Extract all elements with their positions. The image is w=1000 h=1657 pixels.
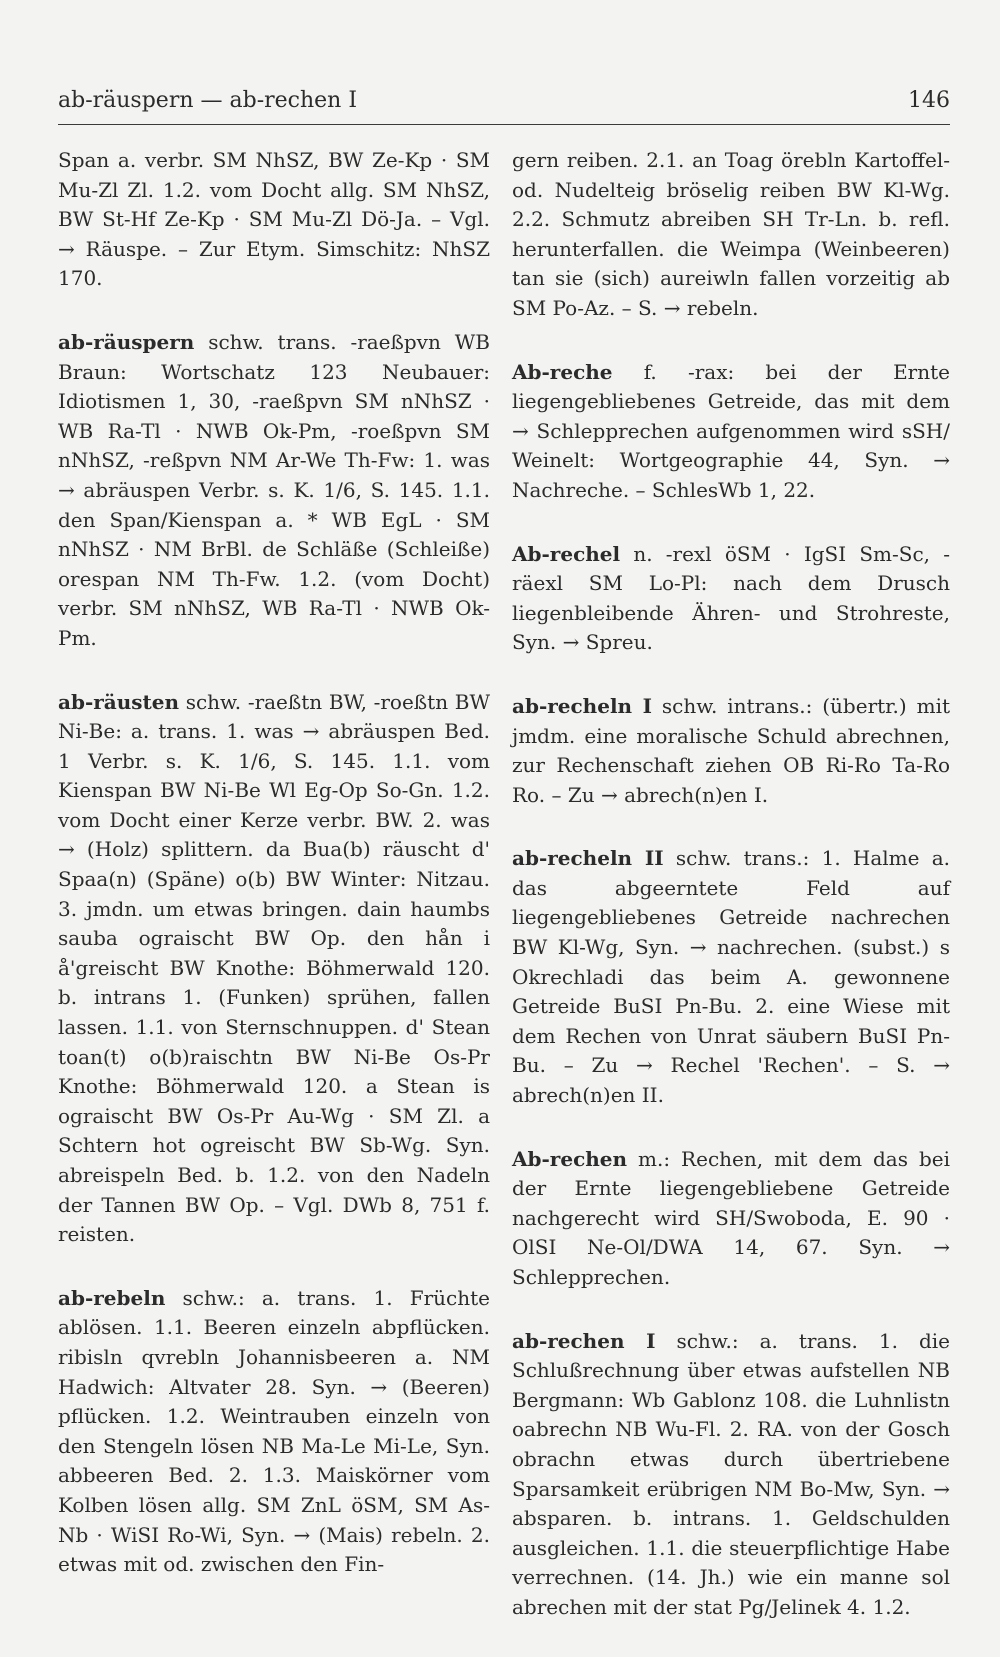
entry-text: schw. trans.: 1. Halme a. das abgeerntete Feld auf liegengebliebenes Getreide nachrechen BW Kl-Wg, Syn. → nachrechen. (subst.) s Okrechladi das beim A. gewonnene Getreide BuSI Pn-Bu. 2. eine Wiese mit dem Rechen von Unrat säubern BuSI Pn-Bu. – Zu → Rechel 'Rechen'. – S. → abrech(n)en II. [512,846,950,1108]
header-rule [58,124,950,125]
entry-headword: ab-recheln II [512,846,664,871]
entry-headword: Ab-reche [512,359,613,384]
entry-text: m.: Rechen, mit dem das bei der Ernte liegengebliebene Getreide nachgerecht wird SH/Swoboda, E. 90 · OlSI Ne-Ol/DWA 14, 67. Syn. → Schlepprechen. [512,1146,950,1289]
dictionary-entry [512,692,950,810]
entry-headword: Ab-rechen [512,1146,628,1171]
entry-headword: ab-räuspern [58,329,195,354]
left-column [58,146,490,1614]
dictionary-entry [512,1327,950,1623]
entry-headword: ab-räusten [58,689,180,714]
dictionary-entry [512,844,950,1110]
entry-text: schw. -raeßtn BW, -roeßtn BW Ni-Be: a. trans. 1. was → abräuspen Bed. 1 Verbr. s. K. 1/6, S. 145. 1.1. vom Kienspan BW Ni-Be Wl Eg-Op So-Gn. 1.2. vom Docht einer Kerze verbr. BW. 2. was → (Holz) splittern. da Bua(b) räuscht d' Spaa(n) (Späne) o(b) BW Winter: Nitzau. 3. jmdn. um etwas bringen. dain haumbs sauba ograischt BW Op. den hån i å'greischt BW Knothe: Böhmerwald 120. b. intrans 1. (Funken) sprühen, fallen lassen. 1.1. von Sternschnuppen. d' Stean toan(t) o(b)raischtn BW Ni-Be Os-Pr Knothe: Böhmerwald 120. a Stean is ograischt BW Os-Pr Au-Wg · SM Zl. a Schtern hot ogreischt BW Sb-Wg. Syn. abreispeln Bed. b. 1.2. von den Nadeln der Tannen BW Op. – Vgl. DWb 8, 751 f. reisten. [58,689,490,1247]
dictionary-entry [512,358,950,506]
running-head [58,88,950,124]
entry-text: schw. trans. -raeßpvn WB Braun: Wortschatz 123 Neubauer: Idiotismen 1, 30, -raeßpvn SM nNhSZ · WB Ra-Tl · NWB Ok-Pm, -roeßpvn SM nNhSZ, -reßpvn NM Ar-We Th-Fw: 1. was → abräuspen Verbr. s. K. 1/6, S. 145. 1.1. den Span/Kienspan a. * WB EgL · SM nNhSZ · NM BrBl. de Schläße (Schleiße) orespan NM Th-Fw. 1.2. (vom Docht) verbr. SM nNhSZ, WB Ra-Tl · NWB Ok-Pm. [58,329,490,650]
entry-text: Span a. verbr. SM NhSZ, BW Ze-Kp · SM Mu-Zl Zl. 1.2. vom Docht allg. SM NhSZ, BW St-Hf Ze-Kp · SM Mu-Zl Dö-Ja. – Vgl. → Räuspe. – Zur Etym. Simschitz: NhSZ 170. [58,148,490,291]
dictionary-entry [512,146,950,324]
entry-headword: ab-recheln I [512,693,652,718]
entry-headword: ab-rechen I [512,1328,656,1353]
entry-text: n. -rexl öSM · IgSI Sm-Sc, -räexl SM Lo-Pl: nach dem Drusch liegenbleibende Ähren- und Strohreste, Syn. → Spreu. [512,541,950,655]
dictionary-entry [58,146,490,294]
entry-text: schw.: a. trans. 1. die Schlußrechnung über etwas aufstellen NB Bergmann: Wb Gablonz 108. die Luhnlistn oabrechn NB Wu-Fl. 2. RA. von der Gosch obrachn etwas durch übertriebene Sparsamkeit erübrigen NM Bo-Mw, Syn. → absparen. b. intrans. 1. Geldschulden ausgleichen. 1.1. die steuerpflichtige Habe verrechnen. (14. Jh.) wie ein manne sol abrechen mit der stat Pg/Jelinek 4. 1.2. [512,1328,951,1619]
entry-text: schw.: a. trans. 1. Früchte ablösen. 1.1. Beeren einzeln abpflücken. ribisln qvrebln Johannisbeeren a. NM Hadwich: Altvater 28. Syn. → (Beeren) pflücken. 1.2. Weintrauben einzeln von den Stengeln lösen NB Ma-Le Mi-Le, Syn. abbeeren Bed. 2. 1.3. Maiskörner vom Kolben lösen allg. SM ZnL öSM, SM As-Nb · WiSI Ro-Wi, Syn. → (Mais) rebeln. 2. etwas mit od. zwischen den Fin- [58,1285,490,1577]
dictionary-entry [58,1284,490,1580]
entry-headword: ab-rebeln [58,1285,166,1310]
entry-text: gern reiben. 2.1. an Toag örebln Kartoffel- od. Nudelteig bröselig reiben BW Kl-Wg. 2.2. Schmutz abreiben SH Tr-Ln. b. refl. herunterfallen. die Weimpa (Weinbeeren) tan sie (sich) aureiwln fallen vorzeitig ab SM Po-Az. – S. → rebeln. [512,148,950,320]
entry-text: schw. intrans.: (übertr.) mit jmdm. eine moralische Schuld abrechnen, zur Rechenschaft ziehen OB Ri-Ro Ta-Ro Ro. – Zu → abrech(n)en I. [512,693,951,807]
entry-text: f. -rax: bei der Ernte liegengebliebenes Getreide, das mit dem → Schlepprechen aufgenommen wird sSH/ Weinelt: Wortgeographie 44, Syn. → Nachreche. – SchlesWb 1, 22. [512,359,950,502]
dictionary-entry [58,328,490,654]
right-column [512,146,950,1657]
running-head-title: ab-räuspern — ab-rechen I [58,88,358,113]
dictionary-entry [58,688,490,1250]
dictionary-entry [512,1145,950,1293]
entry-headword: Ab-rechel [512,541,621,566]
page-number: 146 [908,88,950,113]
dictionary-entry [512,540,950,658]
